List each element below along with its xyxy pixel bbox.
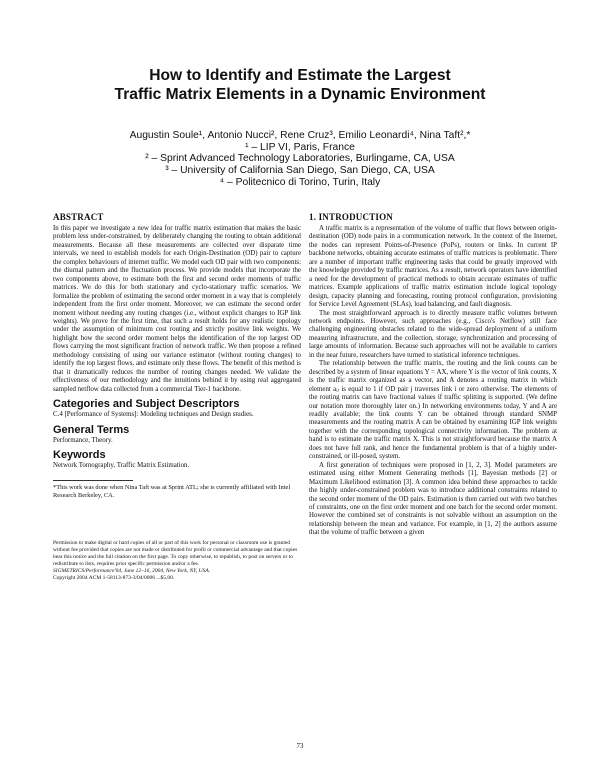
left-column — [53, 212, 301, 582]
affiliation: ¹ – LIP VI, Paris, France — [245, 141, 355, 153]
categories-text: C.4 [Performance of Systems]: Modeling techniques and Design studies. — [53, 411, 254, 419]
intro-paragraph: The relationship between the traffic matrix, the routing and the link counts can be described by a system of linear equations Y = AX, where Y is the vector of link counts, X is the traffic matrix organized as a vector, and A denotes a routing matrix in which element aᵢⱼ is equal to 1 if OD pair j traverses link i or zero otherwise. The elements of the routing matrix can have fractional values if traffic splitting is supported. (We define our notation more thoroughly later on.) In networking environments today, Y and A are readily available; the link counts Y can be obtained through standard SNMP measurements and the routing matrix A can be obtained by examining IGP link weights together with the corresponding topological connectivity information. The problem at hand is to estimate the traffic matrix X. This is not straightforward because the matrix A does not have full rank, and hence the fundamental problem is that of a highly under-constrained, or ill-posed, system. — [309, 360, 557, 461]
intro-paragraph: The most straightforward approach is to directly measure traffic volumes between network endpoints. However, such approaches (e.g., Cisco's Netflow) still face challenging engineering obstacles related to the wide-spread deployment of a uniform measuring infrastructure, and the collection, storage, synchronization and processing of large amounts of information. Because such approaches will not be available to carriers in the near future, researchers have turned to statistical inference techniques. — [309, 309, 557, 359]
general-terms-text: Performance, Theory. — [53, 436, 113, 444]
right-column — [309, 212, 557, 538]
keywords-heading: Keywords — [53, 448, 106, 461]
affiliation: ³ – University of California San Diego, San Diego, CA, USA — [165, 165, 435, 177]
abstract-heading: ABSTRACT — [53, 212, 104, 222]
venue-line: SIGMETRICS/Performance'04, June 12–16, 2004, New York, NY, USA. — [53, 567, 211, 574]
intro-paragraph: A traffic matrix is a representation of the volume of traffic that flows between origin-destination (OD) node pairs in a communication network. In the context of the Internet, the nodes can represent Points-of-Presence (PoPs), routers or links. In current IP backbone networks, obtaining accurate estimates of traffic matrices is problematic. There are a number of important traffic engineering tasks that could be greatly improved with the knowledge provided by traffic matrices. As a result, network operators have identified a need for the development of practical methods to obtain accurate estimates of traffic matrices. Example applications of traffic matrix estimation include logical topology design, capacity planning and forecasting, routing protocol configuration, provisioning for Service Level Agreement (SLAs), load balancing, and fault diagnosis. — [309, 225, 557, 309]
author-block — [0, 130, 600, 189]
intro-paragraph: A first generation of techniques were proposed in [1, 2, 3]. Model parameters are estimated using either Moment Generating methods [1], Bayesian methods [2] or Maximum Likelihood estimation [3]. A common idea behind these approaches to tackle the highly under-constrained problem was to introduce additional constraints related to the second order moment of the OD pairs. Estimation is then carried out with two batches of constraints, one on the first order moment and one batch for the second order moment. However the combined set of constraints is not solvable without an assumption on the relationship between the mean and variance. For example, in [1, 2] the authors assume that the volume of traffic between a given — [309, 461, 557, 537]
footnote-divider — [53, 480, 133, 481]
author-footnote: *This work was done when Nina Taft was at Sprint ATL; she is currently affiliated with Intel Research Berkeley, CA. — [53, 484, 291, 500]
abstract-text: In this paper we investigate a new idea for traffic matrix estimation that makes the basic problem less under-constrained, by deliberately changing the routing to obtain additional measurements. Because all these measurements are collected over disparate time intervals, we need to establish models for each Origin-Destination (OD) pair to capture the complex behaviours of internet traffic. We model each OD pair with two components: the diurnal pattern and the fluctuation process. We provide models that incorporate the two components above, to estimate both the first and second order moments of traffic matrices. We do this for both stationary and cyclo-stationary traffic scenarios. We formalize the problem of estimating the second order moment in a way that is completely independent from the first order moment. Moreover, we can estimate the second order moment without needing any routing changes (i.e., without explicit changes to IGP link weights). We prove for the first time, that such a result holds for any realistic topology under the assumption of minimum cost routing and strictly positive link weights. We highlight how the second order moment helps the identification of the top largest OD flows carrying the most significant fraction of network traffic. We then propose a refined methodology consisting of using our variance estimator (without routing changes) to identify the top largest flows, and estimate only these flows. The benefit of this method is that it dramatically reduces the number of routing changes needed. We validate the effectiveness of our methodology and the intuitions behind it by using real aggregated sampled netflow data collected from a commercial Tier-1 backbone. — [53, 225, 301, 393]
categories-heading: Categories and Subject Descriptors — [53, 398, 240, 411]
permission-notice: Permission to make digital or hard copies of all or part of this work for personal or classroom use is granted without fee provided that copies are not made or distributed for profit or commercial advantage and that copies bear this notice and the full citation on the first page. To copy otherwise, to republish, to post on servers or to redistribute to lists, requires prior specific permission and/or a fee. — [53, 539, 298, 567]
affiliation: ² – Sprint Advanced Technology Laboratories, Burlingame, CA, USA — [145, 153, 455, 165]
keywords-text: Network Tomography, Traffic Matrix Estimation. — [53, 461, 190, 469]
page-number: 73 — [296, 742, 304, 750]
paper-title — [0, 66, 600, 104]
title-line-1: How to Identify and Estimate the Largest — [149, 67, 451, 84]
introduction-heading: 1. INTRODUCTION — [309, 212, 394, 222]
author-names: Augustin Soule¹, Antonio Nucci², Rene Cruz³, Emilio Leonardi⁴, Nina Taft²,* — [129, 130, 471, 141]
affiliation: ⁴ – Politecnico di Torino, Turin, Italy — [219, 176, 381, 188]
title-line-2: Traffic Matrix Elements in a Dynamic Environment — [114, 86, 486, 103]
copyright-line: Copyright 2004 ACM 1-58113-873-3/04/0006 ...$5.00. — [53, 575, 175, 582]
general-terms-heading: General Terms — [53, 423, 130, 436]
